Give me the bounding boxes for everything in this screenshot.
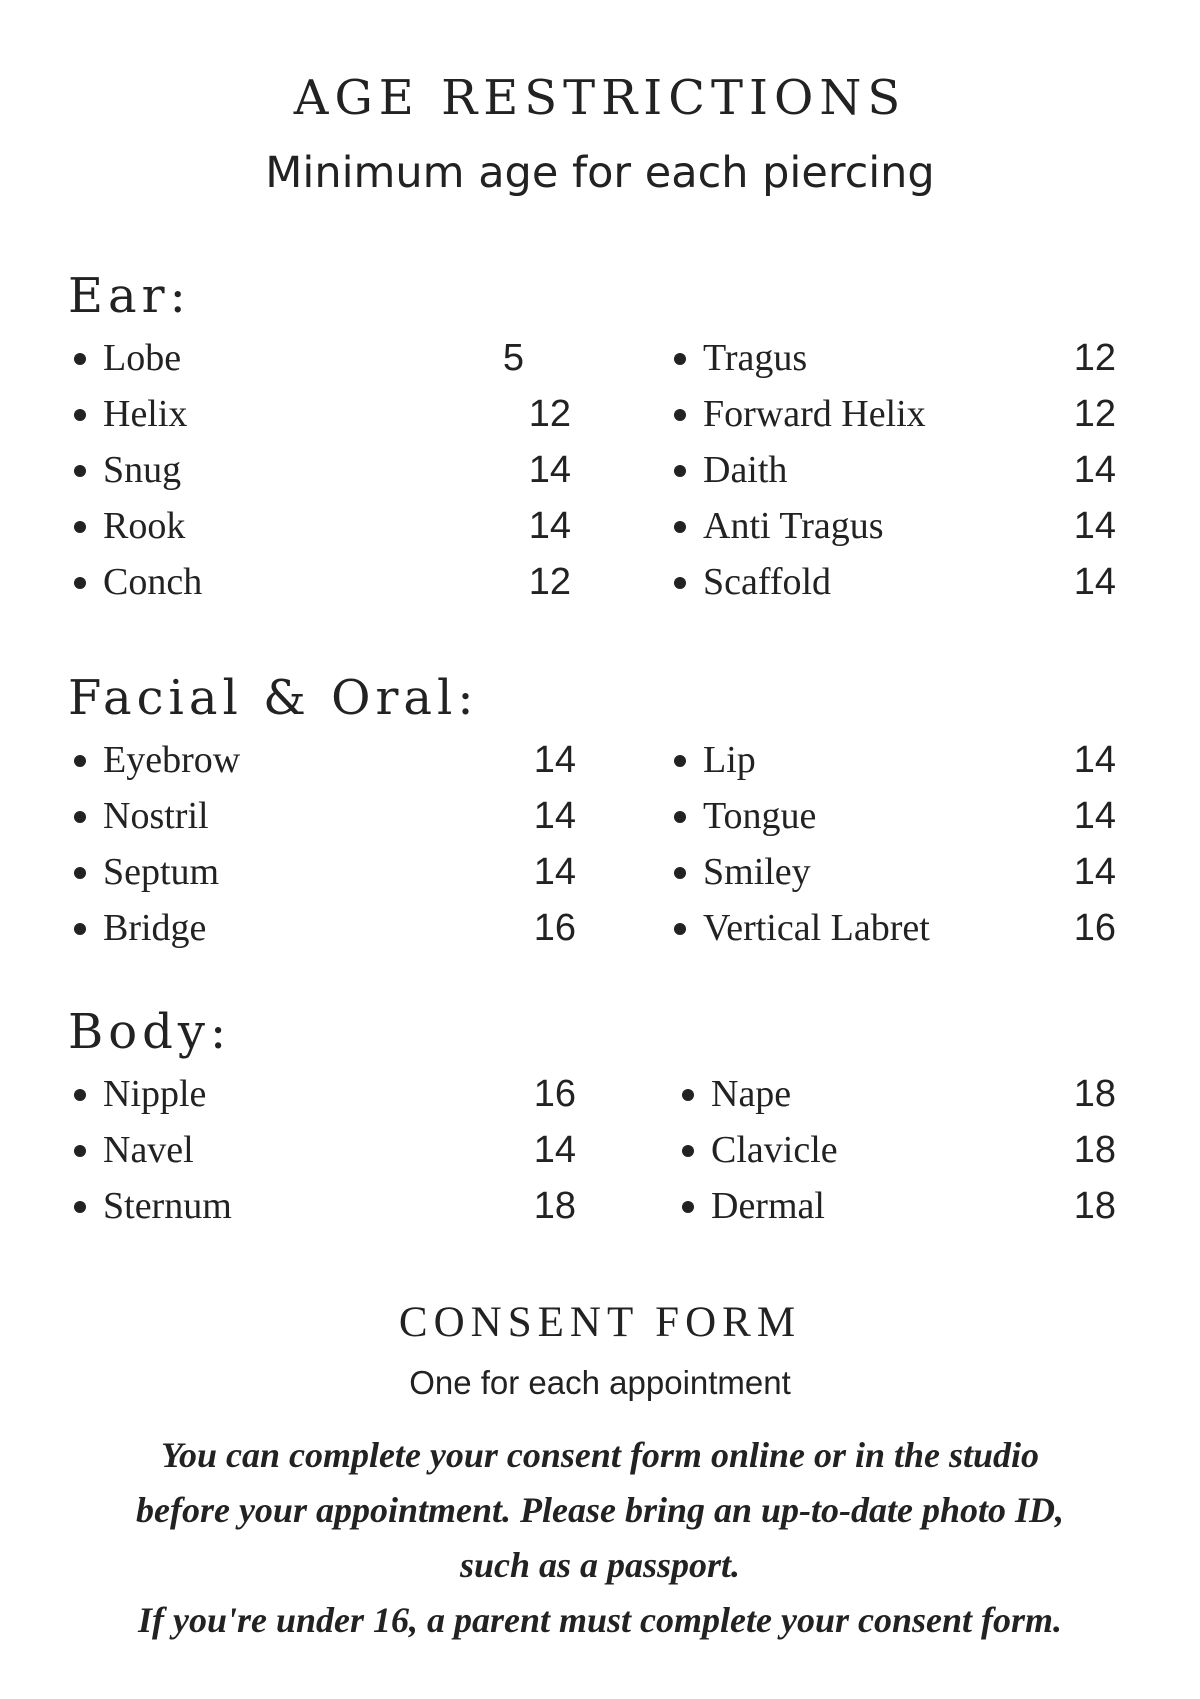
piercing-name: Vertical Labret: [703, 907, 930, 949]
minimum-age: 18: [1073, 1185, 1116, 1227]
list-item: [676, 1178, 1116, 1234]
bullet-icon: [74, 353, 86, 365]
minimum-age: 14: [533, 1129, 576, 1171]
list-item: [668, 386, 1116, 442]
piercing-name: Dermal: [711, 1185, 825, 1227]
minimum-age: 16: [533, 1073, 576, 1115]
section-title-body: Body:: [68, 1004, 232, 1060]
minimum-age: 14: [533, 851, 576, 893]
minimum-age: 14: [1073, 505, 1116, 547]
bullet-icon: [74, 1145, 86, 1157]
piercing-name: Rook: [103, 505, 186, 547]
bullet-icon: [74, 1201, 86, 1213]
piercing-name: Bridge: [103, 907, 207, 949]
bullet-icon: [74, 409, 86, 421]
list-item: [668, 330, 1116, 386]
page-subtitle: Minimum age for each piercing: [265, 148, 935, 198]
consent-line: You can complete your consent form online or in the studio: [160, 1435, 1040, 1475]
list-item: [68, 1066, 576, 1122]
list-item: [68, 900, 576, 956]
minimum-age: 14: [528, 449, 571, 491]
bullet-icon: [674, 465, 686, 477]
consent-line: before your appointment. Please bring an up-to-date photo ID,: [135, 1490, 1065, 1530]
minimum-age: 14: [1073, 449, 1116, 491]
minimum-age: 12: [528, 393, 571, 435]
list-item: [668, 554, 1116, 610]
section-title-ear: Ear:: [68, 268, 191, 324]
piercing-name: Clavicle: [711, 1129, 838, 1171]
minimum-age: 14: [1073, 851, 1116, 893]
minimum-age: 12: [1073, 393, 1116, 435]
list-item: [68, 844, 576, 900]
bullet-icon: [674, 353, 686, 365]
bullet-icon: [74, 755, 86, 767]
minimum-age: 14: [533, 739, 576, 781]
list-item: [68, 498, 576, 554]
consent-line: If you're under 16, a parent must complete your consent form.: [137, 1600, 1063, 1640]
bullet-icon: [674, 755, 686, 767]
bullet-icon: [682, 1201, 694, 1213]
piercing-name: Lip: [703, 739, 756, 781]
consent-subtitle: One for each appointment: [409, 1364, 791, 1401]
minimum-age: 18: [1073, 1073, 1116, 1115]
bullet-icon: [74, 521, 86, 533]
consent-line: such as a passport.: [459, 1545, 741, 1585]
list-item: [668, 498, 1116, 554]
piercing-name: Smiley: [703, 851, 811, 893]
bullet-icon: [674, 577, 686, 589]
piercing-name: Navel: [103, 1129, 194, 1171]
piercing-name: Tongue: [703, 795, 817, 837]
list-item: [68, 788, 576, 844]
piercing-name: Conch: [103, 561, 203, 603]
piercing-name: Septum: [103, 851, 220, 893]
list-item: [676, 1122, 1116, 1178]
minimum-age: 16: [1073, 907, 1116, 949]
list-item: [68, 442, 576, 498]
list-item: [68, 1178, 576, 1234]
bullet-icon: [674, 867, 686, 879]
list-item: [668, 732, 1116, 788]
list-item: [668, 844, 1116, 900]
minimum-age: 14: [528, 505, 571, 547]
bullet-icon: [74, 923, 86, 935]
list-item: [68, 554, 576, 610]
piercing-name: Forward Helix: [703, 393, 926, 435]
bullet-icon: [74, 577, 86, 589]
page-title: AGE RESTRICTIONS: [293, 70, 907, 126]
piercing-name: Sternum: [103, 1185, 232, 1227]
piercing-name: Tragus: [703, 337, 808, 379]
bullet-icon: [674, 521, 686, 533]
list-item: [68, 732, 576, 788]
body-list-left: [68, 1066, 576, 1234]
list-item: [68, 1122, 576, 1178]
minimum-age: 14: [1073, 561, 1116, 603]
minimum-age: 14: [533, 795, 576, 837]
consent-title: CONSENT FORM: [398, 1299, 802, 1346]
minimum-age: 18: [533, 1185, 576, 1227]
bullet-icon: [674, 811, 686, 823]
minimum-age: 14: [1073, 795, 1116, 837]
bullet-icon: [74, 811, 86, 823]
piercing-name: Scaffold: [703, 561, 832, 603]
bullet-icon: [74, 465, 86, 477]
ear-list-left: [68, 330, 576, 610]
piercing-name: Daith: [703, 449, 788, 491]
body-list-right: [676, 1066, 1116, 1234]
piercing-name: Eyebrow: [103, 739, 241, 781]
bullet-icon: [74, 1089, 86, 1101]
bullet-icon: [674, 923, 686, 935]
list-item: [676, 1066, 1116, 1122]
piercing-name: Nostril: [103, 795, 209, 837]
list-item: [68, 330, 576, 386]
minimum-age: 12: [528, 561, 571, 603]
facial-list-left: [68, 732, 576, 956]
list-item: [68, 386, 576, 442]
piercing-name: Anti Tragus: [703, 505, 884, 547]
minimum-age: 5: [502, 337, 524, 379]
section-title-facial-oral: Facial & Oral:: [68, 670, 479, 726]
list-item: [668, 900, 1116, 956]
piercing-name: Lobe: [103, 337, 182, 379]
list-item: [668, 442, 1116, 498]
list-item: [668, 788, 1116, 844]
minimum-age: 16: [533, 907, 576, 949]
facial-list-right: [668, 732, 1116, 956]
bullet-icon: [674, 409, 686, 421]
piercing-name: Snug: [103, 449, 182, 491]
consent-instructions: [40, 1428, 1160, 1648]
minimum-age: 14: [1073, 739, 1116, 781]
piercing-name: Nipple: [103, 1073, 207, 1115]
minimum-age: 18: [1073, 1129, 1116, 1171]
bullet-icon: [682, 1089, 694, 1101]
piercing-name: Nape: [711, 1073, 792, 1115]
piercing-name: Helix: [103, 393, 188, 435]
bullet-icon: [74, 867, 86, 879]
bullet-icon: [682, 1145, 694, 1157]
minimum-age: 12: [1073, 337, 1116, 379]
ear-list-right: [668, 330, 1116, 610]
